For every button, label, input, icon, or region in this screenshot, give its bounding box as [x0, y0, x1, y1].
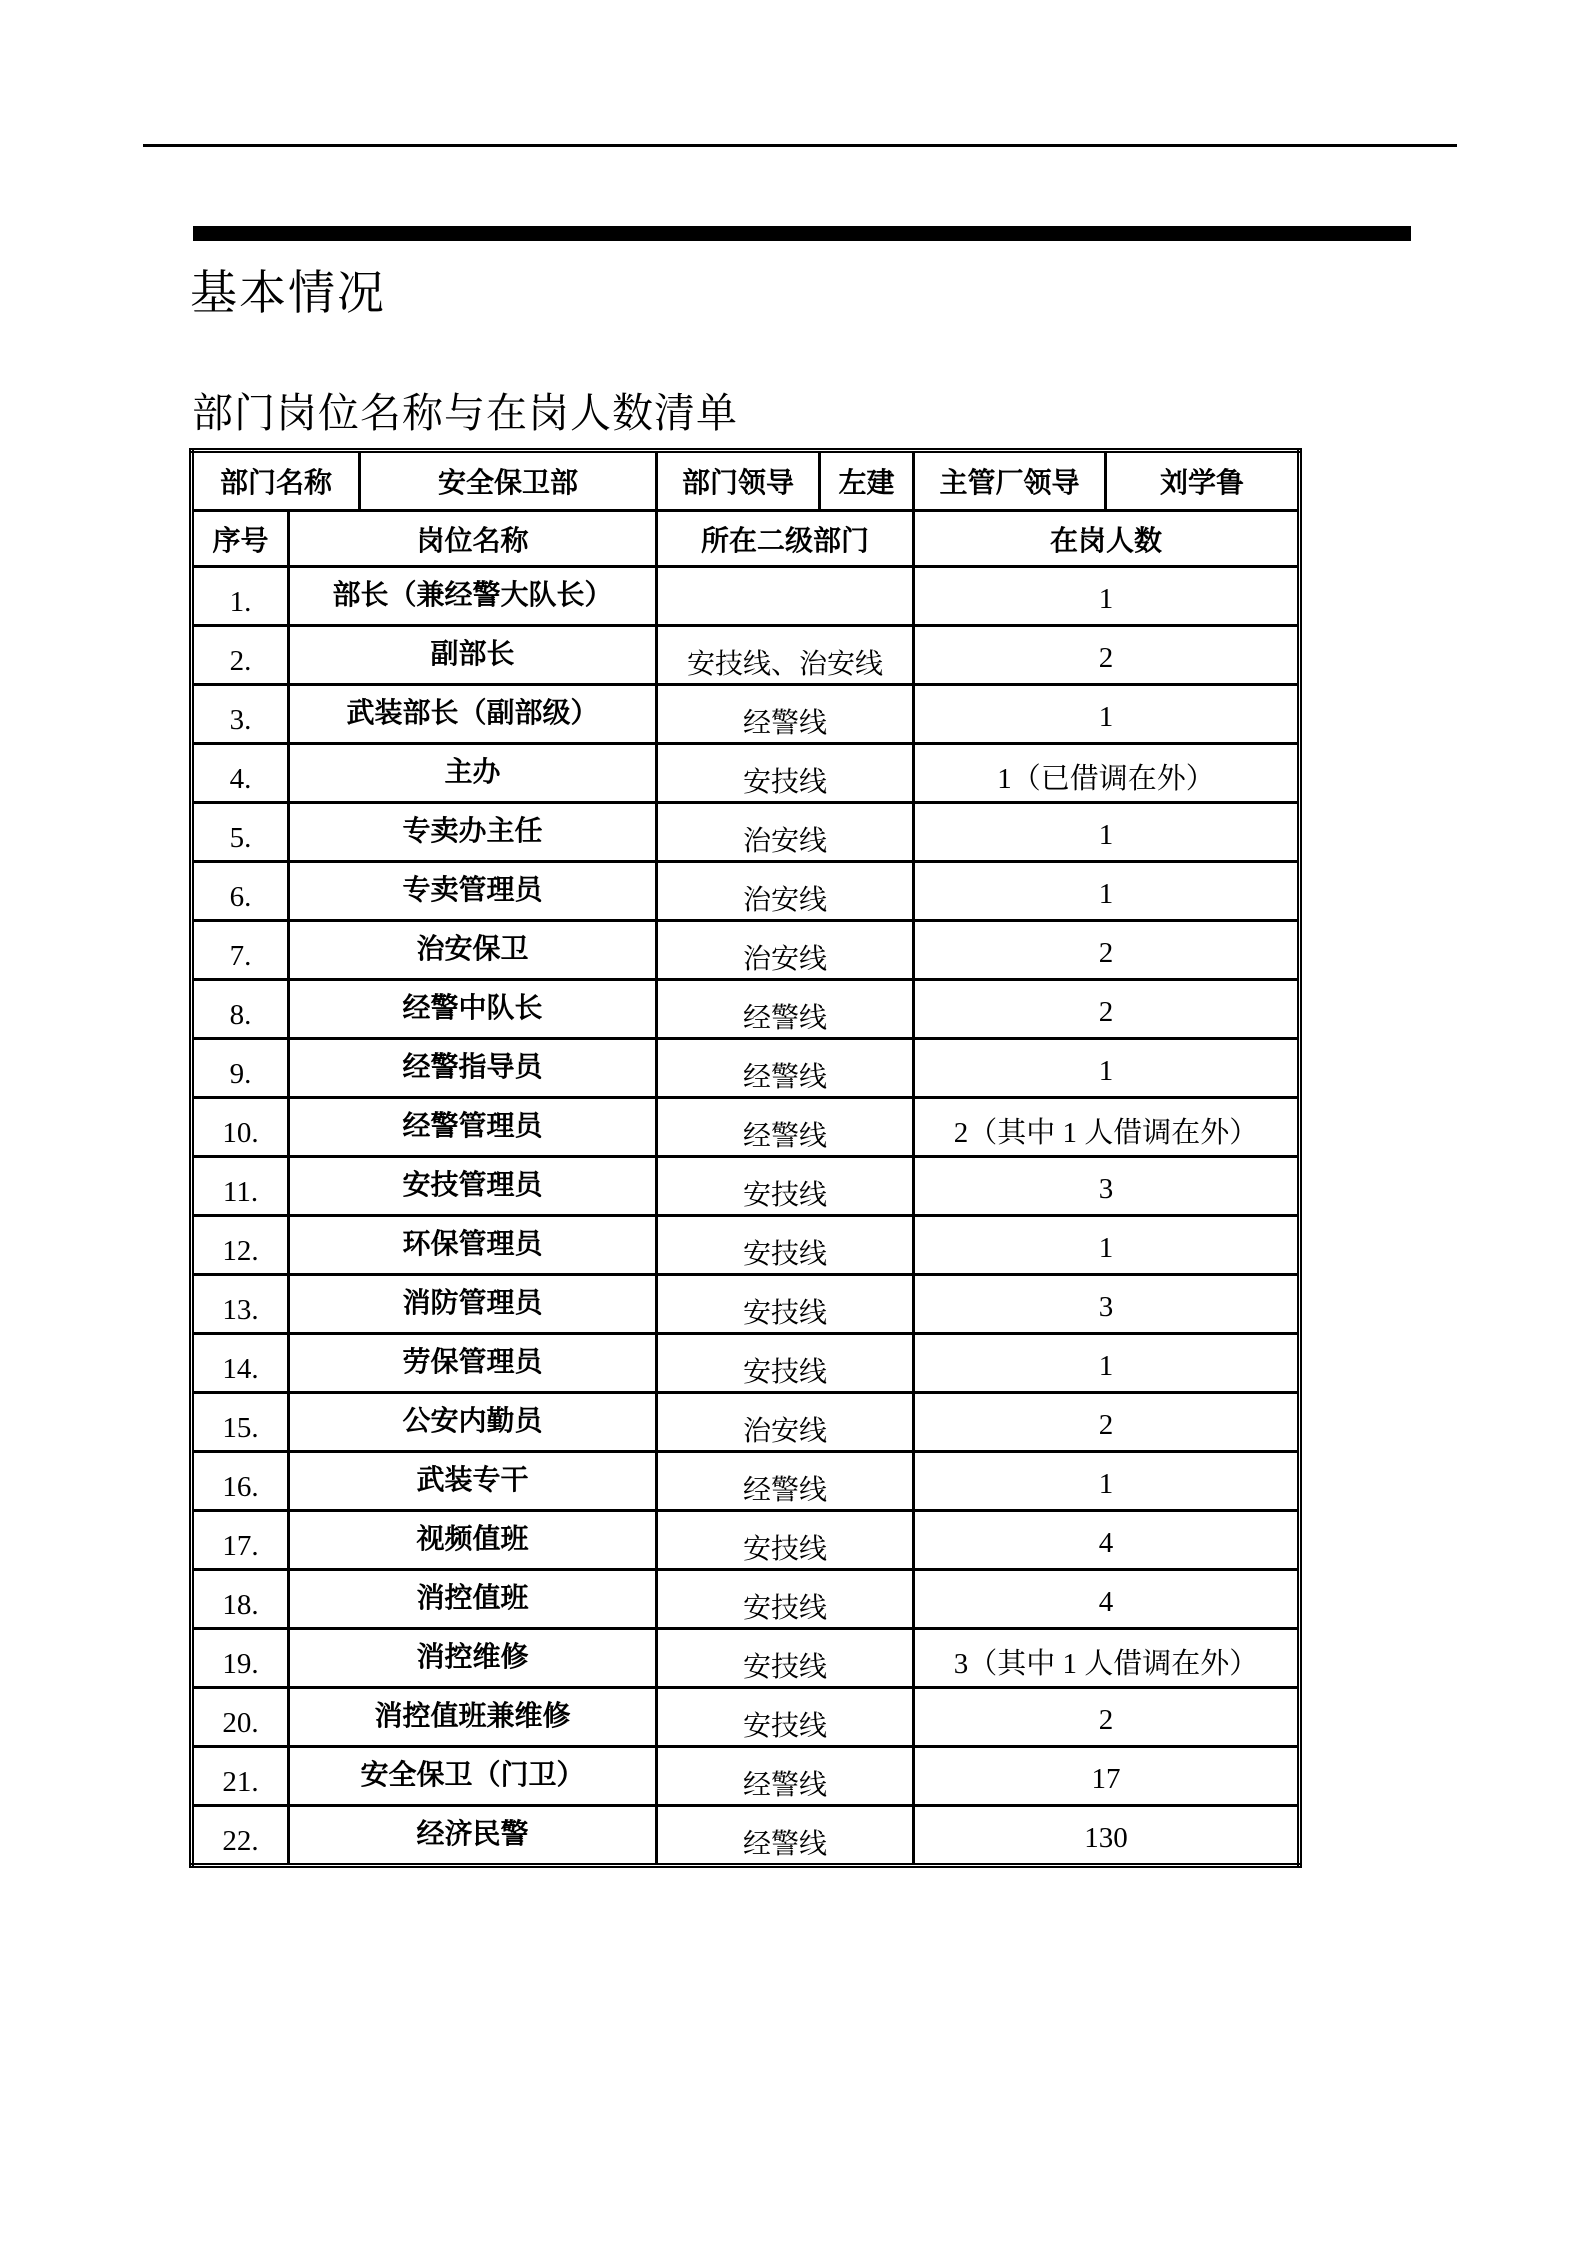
position-cell [289, 1629, 657, 1688]
serial-number: 14. [222, 1352, 259, 1385]
staff-count: 1 [1098, 700, 1114, 733]
staff-count: 130 [1084, 1821, 1128, 1854]
serial-number: 5. [229, 821, 252, 854]
table-row [192, 1275, 1300, 1334]
department-line: 经警线 [743, 1829, 828, 1860]
count-cell [914, 1039, 1300, 1098]
table-row [192, 1806, 1300, 1866]
position-name: 治安保卫 [416, 934, 529, 965]
position-name: 消防管理员 [402, 1288, 543, 1319]
table-row [192, 1747, 1300, 1806]
table-row [192, 1452, 1300, 1511]
department-line: 经警线 [743, 1062, 828, 1093]
position-name: 专卖办主任 [402, 816, 543, 847]
serial-number: 1. [229, 585, 252, 618]
position-cell [289, 1688, 657, 1747]
position-name: 视频值班 [416, 1524, 529, 1555]
supervisor-label-cell: 主管厂领导 [914, 451, 1106, 511]
table-row [192, 1039, 1300, 1098]
staff-count: 2（其中 1 人借调在外） [953, 1116, 1259, 1149]
department-line: 安技线 [743, 1711, 828, 1742]
position-cell [289, 1157, 657, 1216]
table-row [192, 1334, 1300, 1393]
count-cell [914, 1570, 1300, 1629]
department-cell [657, 1039, 914, 1098]
position-name: 消控值班 [416, 1583, 529, 1614]
serial-cell [192, 1216, 289, 1275]
department-cell [657, 744, 914, 803]
column-header-department: 所在二级部门 [657, 511, 914, 567]
serial-cell [192, 980, 289, 1039]
department-line: 治安线 [743, 1416, 828, 1447]
department-cell [657, 921, 914, 980]
count-cell [914, 1629, 1300, 1688]
count-cell [914, 980, 1300, 1039]
count-cell [914, 1098, 1300, 1157]
serial-number: 13. [222, 1293, 259, 1326]
table-row [192, 567, 1300, 626]
table-row [192, 1629, 1300, 1688]
position-name: 公安内勤员 [402, 1406, 543, 1437]
leader-value-cell: 左建 [820, 451, 914, 511]
department-cell [657, 1511, 914, 1570]
position-name: 经警指导员 [402, 1052, 543, 1083]
department-line: 经警线 [743, 1770, 828, 1801]
column-header-position: 岗位名称 [289, 511, 657, 567]
serial-number: 4. [229, 762, 252, 795]
department-cell [657, 1393, 914, 1452]
department-cell [657, 1216, 914, 1275]
supervisor-value-cell: 刘学鲁 [1106, 451, 1300, 511]
position-cell [289, 567, 657, 626]
position-name: 安技管理员 [402, 1170, 543, 1201]
table-row [192, 980, 1300, 1039]
position-name: 经济民警 [416, 1819, 529, 1850]
serial-number: 21. [222, 1765, 259, 1798]
staff-count: 1 [1098, 1349, 1114, 1382]
serial-number: 15. [222, 1411, 259, 1444]
serial-cell [192, 803, 289, 862]
staff-count: 2 [1098, 1408, 1114, 1441]
serial-cell [192, 1511, 289, 1570]
department-cell [657, 685, 914, 744]
count-cell [914, 1393, 1300, 1452]
serial-number: 17. [222, 1529, 259, 1562]
serial-number: 6. [229, 880, 252, 913]
serial-number: 18. [222, 1588, 259, 1621]
position-cell [289, 744, 657, 803]
position-cell [289, 626, 657, 685]
staff-count: 1 [1098, 1467, 1114, 1500]
serial-cell [192, 626, 289, 685]
page-header-rule [143, 144, 1457, 147]
serial-cell [192, 685, 289, 744]
department-cell [657, 862, 914, 921]
count-cell [914, 862, 1300, 921]
staff-table [189, 448, 1302, 1868]
table-row [192, 626, 1300, 685]
department-cell [657, 1275, 914, 1334]
column-header-serial: 序号 [192, 511, 289, 567]
department-line: 经警线 [743, 1475, 828, 1506]
table-row [192, 1157, 1300, 1216]
staff-count: 17 [1091, 1762, 1121, 1795]
staff-count: 4 [1098, 1585, 1114, 1618]
section-title: 基本情况 [190, 266, 386, 319]
table-title: 部门岗位名称与在岗人数清单 [192, 390, 738, 436]
staff-count: 1 [1098, 818, 1114, 851]
serial-number: 3. [229, 703, 252, 736]
staff-count: 1（已借调在外） [997, 762, 1215, 795]
serial-cell [192, 921, 289, 980]
department-line: 安技线 [743, 1298, 828, 1329]
serial-number: 2. [229, 644, 252, 677]
table-row [192, 1098, 1300, 1157]
serial-number: 11. [222, 1175, 259, 1208]
staff-count: 3 [1098, 1172, 1114, 1205]
count-cell [914, 1216, 1300, 1275]
staff-count: 1 [1098, 1054, 1114, 1087]
department-line: 经警线 [743, 1121, 828, 1152]
count-cell [914, 1452, 1300, 1511]
table-row [192, 1216, 1300, 1275]
position-name: 武装部长（副部级） [346, 698, 599, 729]
column-header-row [192, 511, 1300, 567]
department-cell [657, 1452, 914, 1511]
count-cell [914, 1275, 1300, 1334]
section-divider-bar [193, 226, 1411, 241]
position-name: 主办 [444, 757, 501, 788]
department-cell [657, 1570, 914, 1629]
position-cell [289, 1806, 657, 1866]
serial-cell [192, 1039, 289, 1098]
count-cell [914, 1747, 1300, 1806]
department-line: 安技线 [743, 1652, 828, 1683]
info-row [192, 451, 1300, 511]
count-cell [914, 1157, 1300, 1216]
count-cell [914, 1511, 1300, 1570]
serial-cell [192, 1275, 289, 1334]
serial-cell [192, 567, 289, 626]
table-body [192, 451, 1300, 1866]
serial-cell [192, 1157, 289, 1216]
serial-cell [192, 1747, 289, 1806]
staff-count: 1 [1098, 877, 1114, 910]
department-cell [657, 1157, 914, 1216]
position-cell [289, 1216, 657, 1275]
column-header-count: 在岗人数 [914, 511, 1300, 567]
serial-number: 7. [229, 939, 252, 972]
position-cell [289, 1039, 657, 1098]
dept-name-value-cell: 安全保卫部 [360, 451, 657, 511]
leader-label-cell: 部门领导 [657, 451, 820, 511]
count-cell [914, 567, 1300, 626]
table-row [192, 921, 1300, 980]
count-cell [914, 1688, 1300, 1747]
count-cell [914, 685, 1300, 744]
serial-number: 20. [222, 1706, 259, 1739]
dept-name-label-cell: 部门名称 [192, 451, 360, 511]
table-row [192, 1570, 1300, 1629]
department-line: 安技线 [743, 1180, 828, 1211]
department-cell [657, 1334, 914, 1393]
table-row [192, 1688, 1300, 1747]
department-cell [657, 1688, 914, 1747]
serial-cell [192, 1393, 289, 1452]
serial-cell [192, 1629, 289, 1688]
department-line: 安技线 [743, 767, 828, 798]
count-cell [914, 803, 1300, 862]
position-cell [289, 685, 657, 744]
serial-cell [192, 1452, 289, 1511]
department-line: 经警线 [743, 1003, 828, 1034]
position-cell [289, 803, 657, 862]
staff-count: 2 [1098, 1703, 1114, 1736]
serial-cell [192, 1334, 289, 1393]
department-line: 安技线 [743, 1357, 828, 1388]
position-cell [289, 1452, 657, 1511]
position-cell [289, 1275, 657, 1334]
position-cell [289, 1334, 657, 1393]
serial-number: 22. [222, 1824, 259, 1857]
serial-cell [192, 1098, 289, 1157]
position-name: 消控维修 [416, 1642, 529, 1673]
position-cell [289, 862, 657, 921]
position-cell [289, 1570, 657, 1629]
department-cell [657, 1806, 914, 1866]
staff-count: 1 [1098, 1231, 1114, 1264]
table-row [192, 803, 1300, 862]
position-name: 副部长 [430, 639, 515, 670]
serial-number: 19. [222, 1647, 259, 1680]
position-cell [289, 1747, 657, 1806]
department-cell [657, 1629, 914, 1688]
count-cell [914, 1334, 1300, 1393]
position-cell [289, 921, 657, 980]
table-row [192, 685, 1300, 744]
department-line: 安技线 [743, 1593, 828, 1624]
serial-number: 16. [222, 1470, 259, 1503]
position-name: 部长（兼经警大队长） [332, 580, 613, 611]
department-line: 安技线 [743, 1239, 828, 1270]
table-row [192, 1393, 1300, 1452]
department-line: 治安线 [743, 885, 828, 916]
serial-cell [192, 1688, 289, 1747]
position-name: 环保管理员 [402, 1229, 543, 1260]
serial-number: 9. [229, 1057, 252, 1090]
table-row [192, 862, 1300, 921]
department-line: 治安线 [743, 826, 828, 857]
staff-count: 4 [1098, 1526, 1114, 1559]
serial-cell [192, 1570, 289, 1629]
staff-count: 1 [1098, 582, 1114, 615]
department-line: 安技线 [743, 1534, 828, 1565]
position-name: 经警中队长 [402, 993, 543, 1024]
department-cell [657, 626, 914, 685]
position-name: 劳保管理员 [402, 1347, 543, 1378]
position-name: 武装专干 [416, 1465, 529, 1496]
position-name: 专卖管理员 [402, 875, 543, 906]
department-cell [657, 567, 914, 626]
count-cell [914, 1806, 1300, 1866]
position-cell [289, 1393, 657, 1452]
department-cell [657, 1098, 914, 1157]
position-cell [289, 1098, 657, 1157]
staff-count: 3 [1098, 1290, 1114, 1323]
serial-cell [192, 862, 289, 921]
serial-cell [192, 744, 289, 803]
staff-count: 2 [1098, 936, 1114, 969]
count-cell [914, 744, 1300, 803]
staff-count: 3（其中 1 人借调在外） [953, 1647, 1259, 1680]
position-name: 安全保卫（门卫） [360, 1760, 585, 1791]
position-cell [289, 1511, 657, 1570]
department-line: 经警线 [743, 708, 828, 739]
department-cell [657, 1747, 914, 1806]
serial-cell [192, 1806, 289, 1866]
staff-count: 2 [1098, 641, 1114, 674]
position-name: 经警管理员 [402, 1111, 543, 1142]
department-cell [657, 980, 914, 1039]
department-cell [657, 803, 914, 862]
position-name: 消控值班兼维修 [374, 1701, 571, 1732]
department-line: 安技线、治安线 [687, 649, 884, 680]
serial-number: 10. [222, 1116, 259, 1149]
serial-number: 12. [222, 1234, 259, 1267]
position-cell [289, 980, 657, 1039]
count-cell [914, 921, 1300, 980]
count-cell [914, 626, 1300, 685]
table-row [192, 744, 1300, 803]
table-row [192, 1511, 1300, 1570]
staff-count: 2 [1098, 995, 1114, 1028]
department-line: 治安线 [743, 944, 828, 975]
serial-number: 8. [229, 998, 252, 1031]
